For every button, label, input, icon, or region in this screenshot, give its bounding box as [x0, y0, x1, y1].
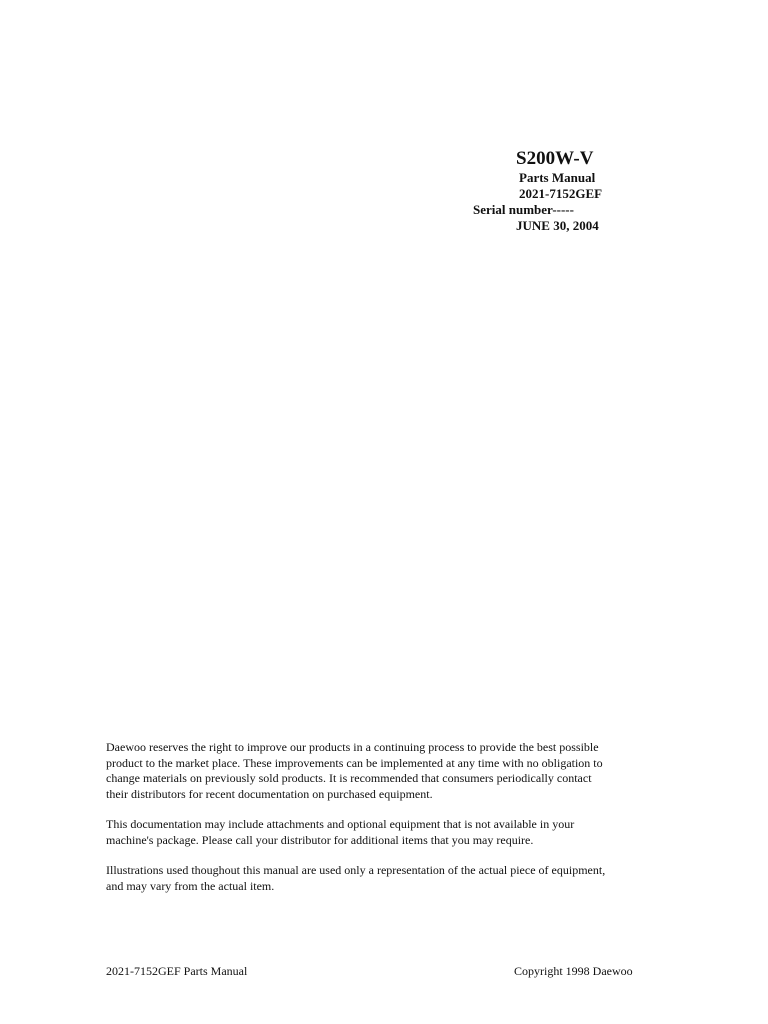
model-name: S200W-V [516, 148, 594, 169]
notice-paragraph-attachments: This documentation may include attachments and optional equipment that is not available in your machine's package. Please call your distributor for additional items that you may require. [106, 817, 575, 847]
notice-paragraph-improvements: Daewoo reserves the right to improve our products in a continuing process to provide the best possible product to the market place. These improvements can be implemented at any time with no obligation to change materials on previously sold products. It is recommended that consumers periodically contact their distributors for recent documentation on purchased equipment. [106, 740, 603, 801]
disclaimer-notice [106, 740, 666, 909]
notice-paragraph-illustrations: Illustrations used thoughout this manual are used only a representation of the actual piece of equipment, and may vary from the actual item. [106, 863, 606, 893]
publication-date: JUNE 30, 2004 [516, 218, 599, 233]
manual-type: Parts Manual [519, 170, 596, 185]
document-number: 2021-7152GEF [519, 186, 603, 201]
footer-document-label: 2021-7152GEF Parts Manual [106, 964, 248, 978]
serial-number: Serial number----- [473, 202, 574, 217]
footer-copyright: Copyright 1998 Daewoo [514, 964, 633, 978]
